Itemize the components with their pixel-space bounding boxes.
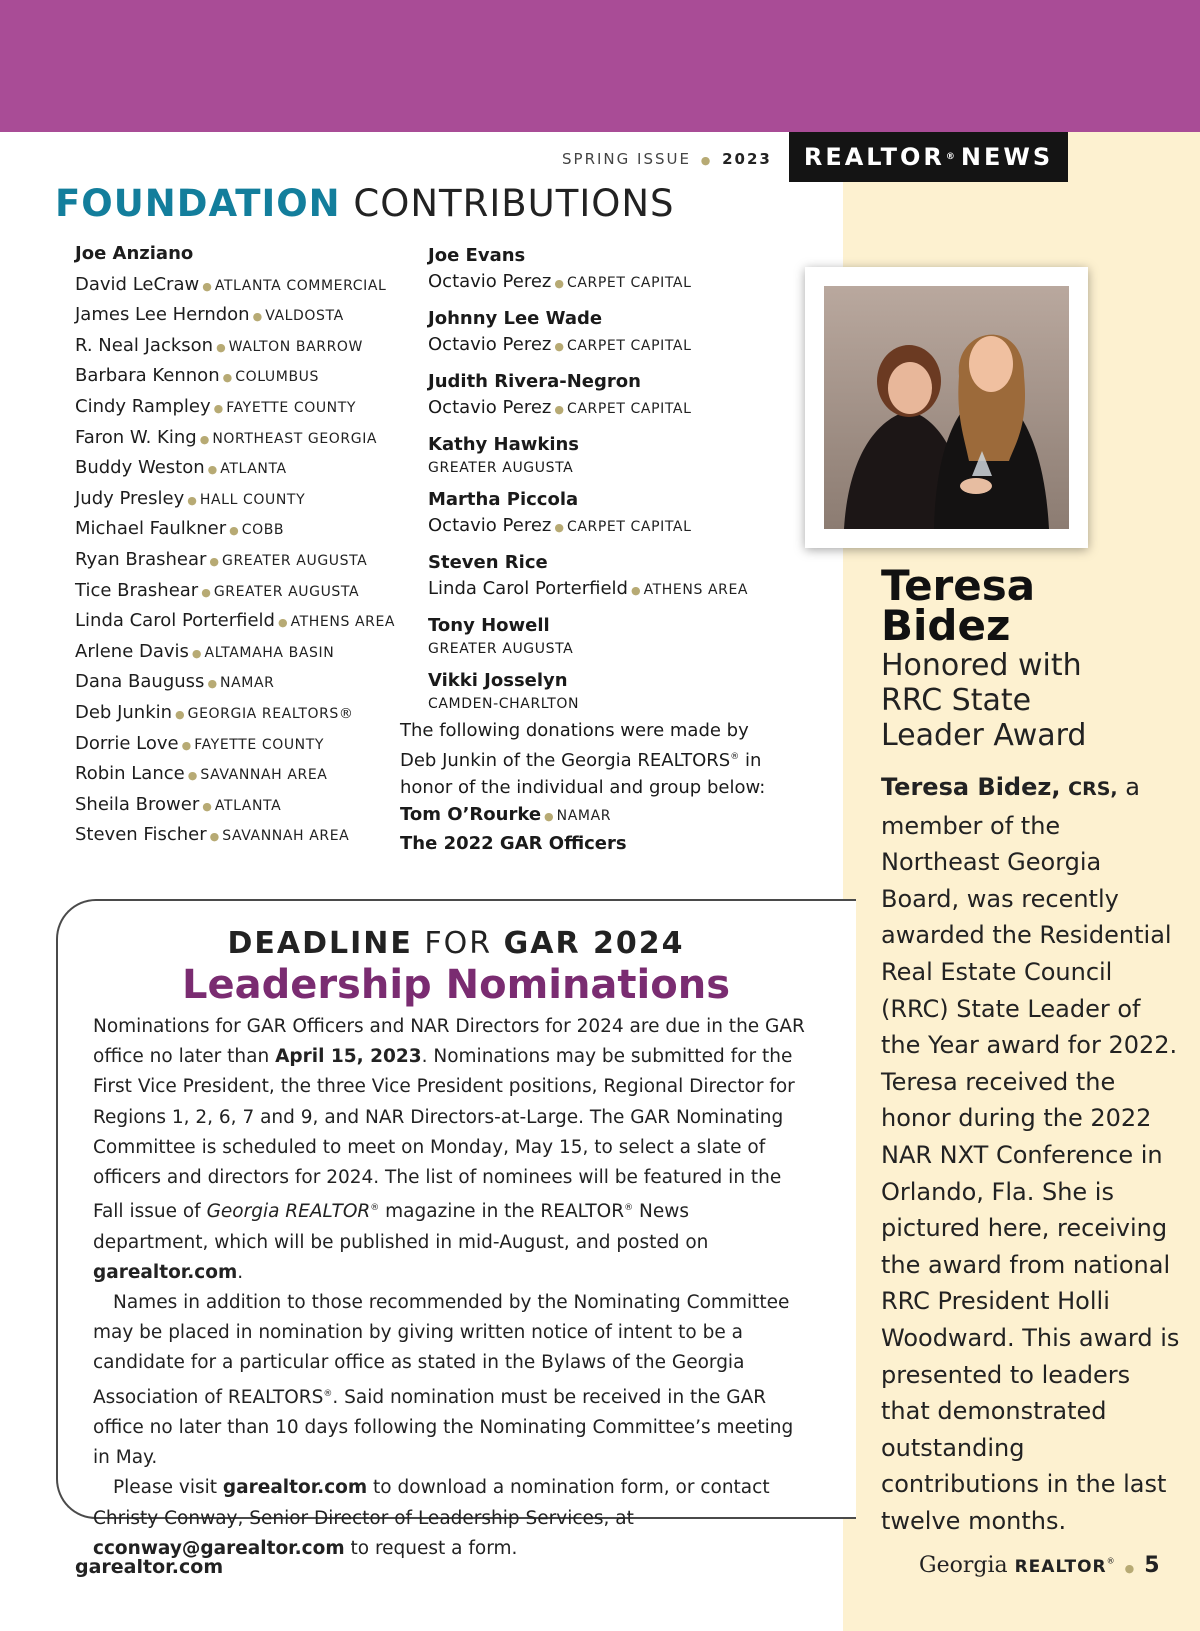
- contributor-name: Buddy Weston: [75, 457, 205, 479]
- donor-line: Octavio Perez ● CARPET CAPITAL: [428, 334, 692, 355]
- donor-line: Octavio Perez ● CARPET CAPITAL: [428, 397, 692, 418]
- honor-person: Tom O’Rourke: [400, 804, 542, 825]
- contributor-area: NORTHEAST GEORGIA: [212, 430, 378, 447]
- foundation-title: FOUNDATION CONTRIBUTIONS: [55, 182, 675, 225]
- contributor-area: ATLANTA: [220, 461, 287, 478]
- donor-area: GREATER AUGUSTA: [428, 641, 574, 657]
- realtor-news-tag: REALTOR ® NEWS: [789, 132, 1068, 182]
- contribution-entry: [428, 243, 838, 297]
- top-color-band: [0, 0, 1200, 132]
- honoree-name: Johnny Lee Wade: [428, 308, 603, 329]
- page-number: 5: [1144, 1553, 1160, 1578]
- contribution-entry: [428, 550, 838, 604]
- contributor-row: James Lee Herndon ● VALDOSTA: [75, 304, 344, 326]
- contributor-name: David LeCraw: [75, 273, 200, 295]
- contributor-name: James Lee Herndon: [75, 304, 250, 326]
- website-link[interactable]: garealtor.com: [222, 1477, 368, 1499]
- contribution-entry: [428, 613, 838, 659]
- contributor-name: Ryan Brashear: [75, 548, 207, 570]
- contributor-name: R. Neal Jackson: [75, 334, 214, 356]
- contributor-area: VALDOSTA: [265, 308, 344, 325]
- honoree-name: Kathy Hawkins: [428, 434, 580, 455]
- contribution-entry: [428, 668, 838, 714]
- contributor-row: Cindy Rampley ● FAYETTE COUNTY: [75, 395, 357, 417]
- contributor-row: R. Neal Jackson ● WALTON BARROW: [75, 334, 363, 356]
- issue-label: SPRING ISSUE ● 2023: [562, 150, 772, 168]
- email-link[interactable]: cconway@garealtor.com: [93, 1537, 345, 1559]
- contributor-area: GREATER AUGUSTA: [213, 583, 360, 600]
- contributor-name: Michael Faulkner: [75, 518, 227, 540]
- contributions-column-2: [428, 243, 838, 723]
- honoree-name: Joe Evans: [428, 245, 526, 266]
- footer-website[interactable]: garealtor.com: [75, 1556, 224, 1578]
- contributor-row: Arlene Davis ● ALTAMAHA BASIN: [75, 640, 335, 662]
- donor-area: CAMDEN-CHARLTON: [428, 696, 580, 712]
- contributor-area: ATHENS AREA: [290, 614, 396, 631]
- contributor-row: Tice Brashear ● GREATER AUGUSTA: [75, 579, 360, 601]
- contributor-name: Robin Lance: [75, 763, 185, 785]
- contributor-name: Cindy Rampley: [75, 395, 211, 417]
- contributor-area: WALTON BARROW: [228, 338, 363, 355]
- contributor-area: COBB: [241, 522, 285, 539]
- honoree-name: Judith Rivera-Negron: [428, 371, 641, 392]
- contributor-area: ALTAMAHA BASIN: [204, 644, 335, 661]
- contributor-row: Linda Carol Porterfield ● ATHENS AREA: [75, 610, 396, 632]
- honoree-name: Tony Howell: [428, 615, 550, 636]
- contributor-name: Sheila Brower: [75, 793, 200, 815]
- award-photo: [805, 267, 1088, 548]
- contribution-entry: [428, 432, 838, 478]
- contributor-row: Deb Junkin ● GEORGIA REALTORS®: [75, 701, 354, 723]
- contributions-column-1: [75, 243, 405, 855]
- footer-magazine: Georgia REALTOR® ● 5: [919, 1553, 1160, 1578]
- donor-line: Linda Carol Porterfield ● ATHENS AREA: [428, 578, 749, 599]
- contributor-row: Buddy Weston ● ATLANTA: [75, 457, 287, 479]
- contributor-name: Dana Bauguss: [75, 671, 205, 693]
- deadline-paragraph-1: Nominations for GAR Officers and NAR Directors for 2024 are due in the GAR office no later than April 15, 2023. Nominations may be submitted for the First Vice President, the three Vice President positions, Regional Director for Regions 1, 2, 6, 7 and 9, and NAR Directors-at-Large. The GAR Nominating Committee is scheduled to meet on Monday, May 15, to select a slate of officers and directors for 2024. The list of nominees will be featured in the Fall issue of Georgia REALTOR® magazine in the REALTOR® News department, which will be published in mid-August, and posted on garealtor.com.: [93, 1016, 805, 1283]
- contributor-name: Linda Carol Porterfield: [75, 610, 275, 632]
- donor-area: GREATER AUGUSTA: [428, 460, 574, 476]
- contributor-area: HALL COUNTY: [199, 491, 306, 508]
- honor-group: The 2022 GAR Officers: [400, 833, 627, 854]
- honoree-name: Joe Anziano: [75, 243, 194, 264]
- contributor-row: Robin Lance ● SAVANNAH AREA: [75, 763, 328, 785]
- contributor-name: Arlene Davis: [75, 640, 189, 662]
- contributor-area: ATLANTA: [214, 797, 282, 814]
- contributor-row: David LeCraw ● ATLANTA COMMERCIAL: [75, 273, 387, 295]
- contributor-row: Dana Bauguss ● NAMAR: [75, 671, 275, 693]
- honoree-name: Vikki Josselyn: [428, 670, 568, 691]
- contributor-name: Tice Brashear: [75, 579, 199, 601]
- deadline-subheading: Leadership Nominations: [181, 962, 731, 1008]
- contributor-name: Barbara Kennon: [75, 365, 220, 387]
- honor-note: The following donations were made by Deb Junkin of the Georgia REALTORS® in honor of the individual and group below: Tom O’Rourke ● NAMAR The 2022 GAR Officers: [400, 720, 766, 854]
- contributor-name: Faron W. King: [75, 426, 197, 448]
- contributor-row: Michael Faulkner ● COBB: [75, 518, 285, 540]
- contributor-name: Dorrie Love: [75, 732, 179, 754]
- contribution-entry: [428, 306, 838, 360]
- deadline-body: [93, 1012, 809, 1564]
- contributor-area: COLUMBUS: [235, 369, 319, 386]
- contributor-area: NAMAR: [220, 675, 275, 692]
- contributor-area: FAYETTE COUNTY: [194, 736, 325, 753]
- contribution-entry: [428, 487, 838, 541]
- contributor-name: Judy Presley: [75, 487, 185, 509]
- contribution-entry: [428, 369, 838, 423]
- contributor-row: Steven Fischer ● SAVANNAH AREA: [75, 824, 350, 846]
- website-link[interactable]: garealtor.com: [93, 1261, 238, 1283]
- contributor-area: FAYETTE COUNTY: [226, 399, 357, 416]
- feature-name: Teresa Bidez: [881, 561, 1036, 650]
- donor-line: Octavio Perez ● CARPET CAPITAL: [428, 271, 692, 292]
- deadline-paragraph-2: Names in addition to those recommended by the Nominating Committee may be placed in nomination by giving written notice of intent to be a candidate for a particular office as stated in the Bylaws of the Georgia Association of REALTORS®. Said nomination must be received in the GAR office no later than 10 days following the Nominating Committee’s meeting in May.: [93, 1291, 794, 1469]
- award-photo-image: [824, 286, 1069, 529]
- deadline-heading: DEADLINE FOR GAR 2024: [227, 926, 685, 961]
- honoree-name: Steven Rice: [428, 552, 548, 573]
- contributor-area: SAVANNAH AREA: [200, 767, 328, 784]
- feature-body: Teresa Bidez, CRS, a member of the Northeast Georgia Board, was recently awarded the Residential Real Estate Council (RRC) State Leader of the Year award for 2022. Teresa received the honor during the 2022 NAR NXT Conference in Orlando, Fla. She is pictured here, receiving the award from national RRC President Holli Woodward. This award is presented to leaders that demonstrated outstanding contributions in the last twelve months.: [881, 773, 1180, 1535]
- contributor-row: Ryan Brashear ● GREATER AUGUSTA: [75, 548, 368, 570]
- contributor-area: GEORGIA REALTORS®: [187, 705, 354, 722]
- issue-year: 2023: [722, 150, 772, 168]
- feature-subtitle: Honored with RRC State Leader Award: [881, 648, 1087, 753]
- contributor-area: ATLANTA COMMERCIAL: [214, 277, 387, 294]
- contributor-row: Judy Presley ● HALL COUNTY: [75, 487, 306, 509]
- contributor-name: Deb Junkin: [75, 701, 173, 723]
- honoree-name: Martha Piccola: [428, 489, 579, 510]
- contributor-row: Dorrie Love ● FAYETTE COUNTY: [75, 732, 325, 754]
- contributor-area: SAVANNAH AREA: [222, 828, 350, 845]
- contributor-row: Sheila Brower ● ATLANTA: [75, 793, 282, 815]
- deadline-paragraph-3: Please visit garealtor.com to download a nomination form, or contact Christy Conway, Senior Director of Leadership Services, at cconway@garealtor.com to request a form.: [93, 1477, 770, 1559]
- contributor-area: GREATER AUGUSTA: [222, 552, 368, 569]
- contributor-row: Barbara Kennon ● COLUMBUS: [75, 365, 319, 387]
- donor-line: Octavio Perez ● CARPET CAPITAL: [428, 515, 692, 536]
- contributor-name: Steven Fischer: [75, 824, 207, 846]
- contributor-row: Faron W. King ● NORTHEAST GEORGIA: [75, 426, 378, 448]
